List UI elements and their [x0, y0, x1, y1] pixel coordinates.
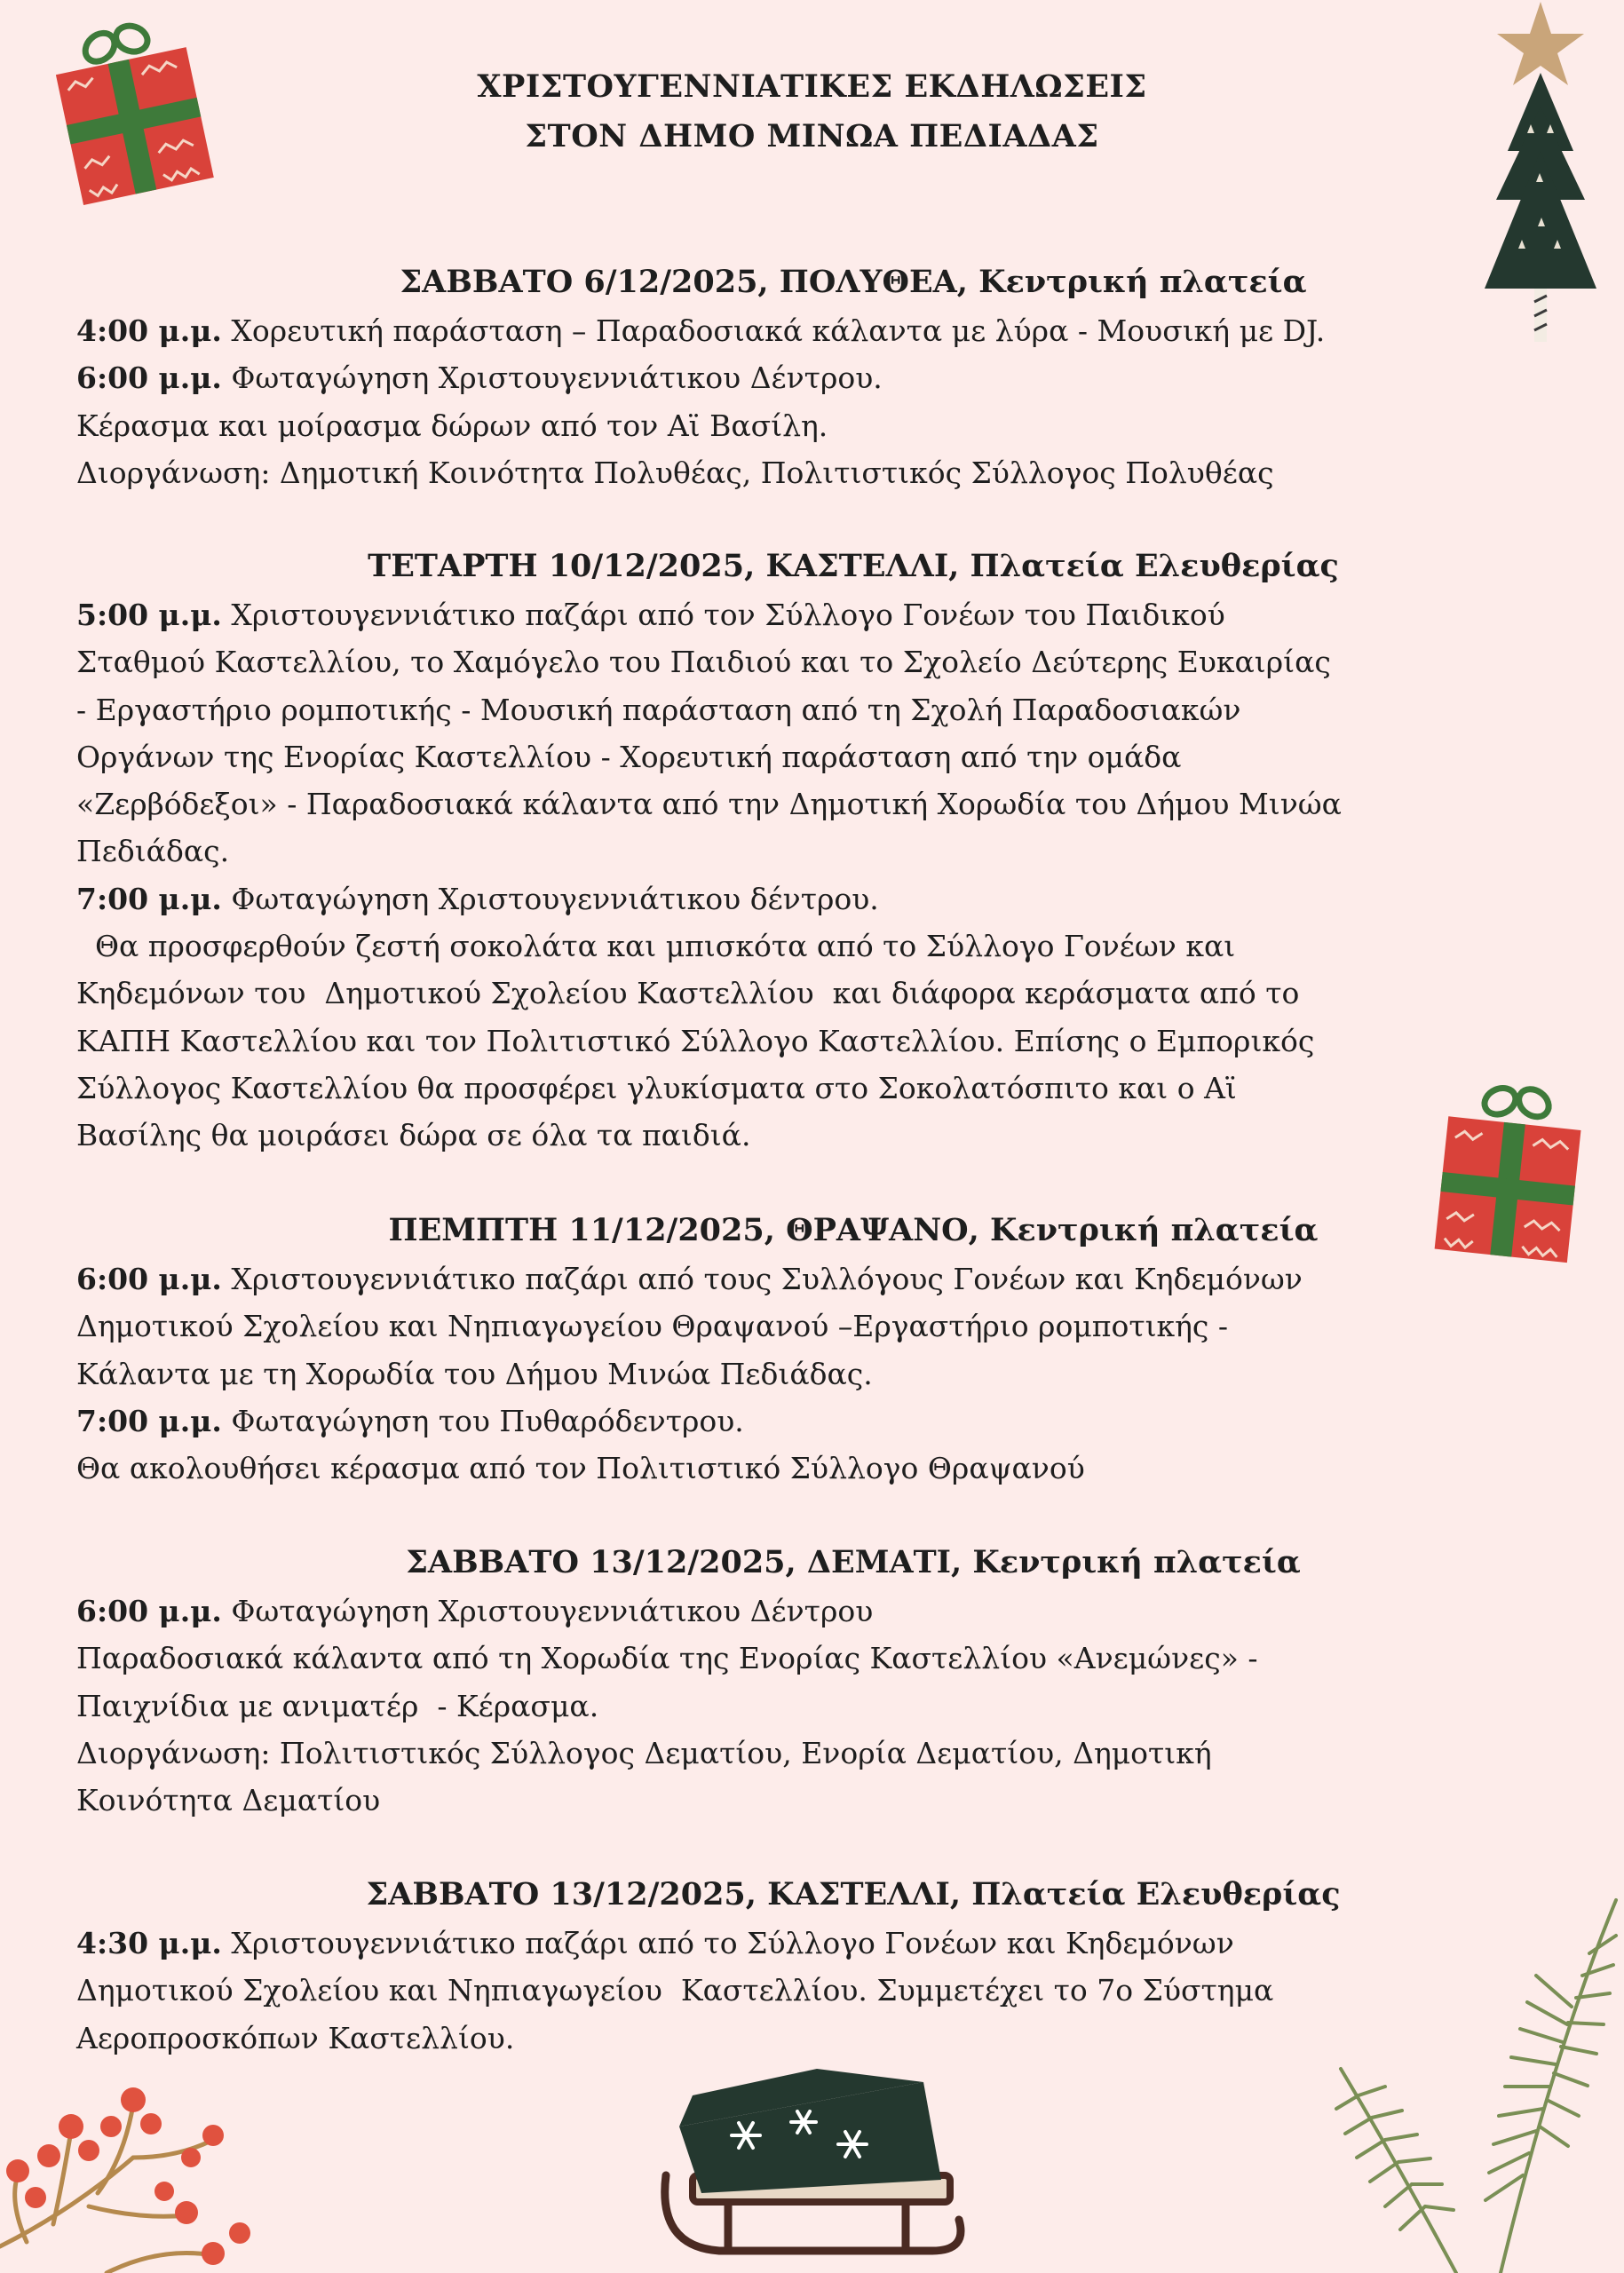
event-line [76, 686, 1568, 733]
christmas-tree-icon [1465, 0, 1616, 351]
event-text: Πεδιάδας. [76, 834, 230, 869]
event-text: Σύλλογος Καστελλίου θα προσφέρει γλυκίσματα στο Σοκολατόσπιτο και ο Αϊ [76, 1070, 1237, 1105]
event-text: Οργάνων της Ενορίας Καστελλίου - Χορευτική παράσταση από την ομάδα [76, 739, 1182, 774]
event-text: Χορευτική παράσταση – Παραδοσιακά κάλαντα με λύρα - Μουσική με DJ. [221, 313, 1326, 348]
event-text: Κάλαντα με τη Χορωδία του Δήμου Μινώα Πεδιάδας. [76, 1356, 873, 1391]
event-time: 4:30 μ.μ. [76, 1926, 222, 1960]
event-line [76, 1065, 1568, 1112]
event-text: Χριστουγεννιάτικο παζάρι από τους Συλλόγους Γονέων και Κηδεμόνων [221, 1262, 1303, 1296]
event-heading: ΣΑΒΒΑΤΟ 6/12/2025, ΠΟΛΥΘΕΑ, Κεντρική πλατεία [400, 264, 1307, 300]
event-line [76, 638, 1568, 685]
berry-branch-icon [0, 2051, 266, 2273]
event-section [76, 1538, 1568, 1824]
event-section [76, 542, 1568, 1160]
event-heading: ΠΕΜΠΤΗ 11/12/2025, ΘΡΑΨΑΝΟ, Κεντρική πλατεία [388, 1212, 1319, 1248]
event-text: Παιχνίδια με ανιματέρ - Κέρασμα. [76, 1688, 599, 1723]
page-title [0, 62, 1624, 162]
event-time: 6:00 μ.μ. [76, 1594, 222, 1628]
event-heading: ΣΑΒΒΑΤΟ 13/12/2025, ΔΕΜΑΤΙ, Κεντρική πλατεία [406, 1544, 1301, 1580]
event-line [76, 1398, 1568, 1445]
event-time: 6:00 μ.μ. [76, 1262, 222, 1296]
event-line [76, 1303, 1568, 1350]
event-text: Φωταγώγηση του Πυθαρόδεντρου. [221, 1403, 744, 1438]
event-line [76, 354, 1568, 401]
event-line [76, 1730, 1568, 1777]
event-time: 5:00 μ.μ. [76, 598, 222, 632]
event-text: Δημοτικού Σχολείου και Νηπιαγωγείου Καστελλίου. Συμμετέχει το 7ο Σύστημα [76, 1973, 1274, 2008]
event-line [76, 1445, 1568, 1492]
event-line [76, 1635, 1568, 1682]
event-line [76, 449, 1568, 496]
event-text: Χριστουγεννιάτικο παζάρι από τον Σύλλογο Γονέων του Παιδικού [221, 598, 1225, 632]
event-line [76, 402, 1568, 449]
event-line [76, 1777, 1568, 1824]
event-text: Αεροπροσκόπων Καστελλίου. [76, 2020, 515, 2055]
event-heading: ΣΑΒΒΑΤΟ 13/12/2025, ΚΑΣΤΕΛΛΙ, Πλατεία Ελευθερίας [366, 1876, 1341, 1913]
event-time: 4:00 μ.μ. [76, 313, 222, 348]
event-text: Παραδοσιακά κάλαντα από τη Χορωδία της Ενορίας Καστελλίου «Ανεμώνες» - [76, 1641, 1258, 1676]
event-heading: ΤΕΤΑΡΤΗ 10/12/2025, ΚΑΣΤΕΛΛΙ, Πλατεία Ελευθερίας [368, 548, 1339, 584]
event-line [76, 1112, 1568, 1159]
event-text: Διοργάνωση: Δημοτική Κοινότητα Πολυθέας, Πολιτιστικός Σύλλογος Πολυθέας [76, 455, 1274, 490]
event-text: Φωταγώγηση Χριστουγεννιάτικου Δέντρου [221, 1594, 874, 1628]
event-text: Βασίλης θα μοιράσει δώρα σε όλα τα παιδιά. [76, 1118, 751, 1153]
event-text: Χριστουγεννιάτικο παζάρι από το Σύλλογο Γονέων και Κηδεμόνων [221, 1926, 1234, 1960]
event-text: Θα προσφερθούν ζεστή σοκολάτα και μπισκότα από το Σύλλογο Γονέων και [76, 929, 1236, 964]
event-section [76, 1206, 1568, 1492]
event-text: Φωταγώγηση Χριστουγεννιάτικου δέντρου. [221, 881, 879, 916]
event-line [76, 307, 1568, 354]
event-text: Σταθμού Καστελλίου, το Χαμόγελο του Παιδιού και το Σχολείο Δεύτερης Ευκαιρίας [76, 645, 1331, 680]
event-line [76, 1255, 1568, 1303]
event-time: 7:00 μ.μ. [76, 881, 222, 916]
title-line-1: ΧΡΙΣΤΟΥΓΕΝΝΙΑΤΙΚΕΣ ΕΚΔΗΛΩΣΕΙΣ [477, 68, 1147, 105]
event-text: Θα ακολουθήσει κέρασμα από τον Πολιτιστικό Σύλλογο Θραψανού [76, 1451, 1085, 1486]
event-line [76, 828, 1568, 875]
gift-icon [43, 7, 220, 229]
event-text: - Εργαστήριο ρομποτικής - Μουσική παράσταση από τη Σχολή Παραδοσιακών [76, 692, 1241, 727]
event-text: Δημοτικού Σχολείου και Νηπιαγωγείου Θραψανού –Εργαστήριο ρομποτικής - [76, 1309, 1229, 1344]
event-line [76, 1018, 1568, 1065]
event-time: 7:00 μ.μ. [76, 1403, 222, 1438]
event-text: «Ζερβόδεξοι» - Παραδοσιακά κάλαντα από την Δημοτική Χορωδία του Δήμου Μινώα [76, 787, 1342, 822]
event-text: Διοργάνωση: Πολιτιστικός Σύλλογος Δεματίου, Ενορία Δεματίου, Δημοτική [76, 1735, 1212, 1770]
event-line [76, 733, 1568, 780]
event-text: Κέρασμα και μοίρασμα δώρων από τον Αϊ Βασίλη. [76, 408, 828, 443]
event-text: Κοινότητα Δεματίου [76, 1783, 381, 1818]
event-line [76, 875, 1568, 923]
event-time: 6:00 μ.μ. [76, 360, 222, 396]
sled-with-tree-icon [639, 2042, 994, 2273]
gift-icon [1421, 1074, 1598, 1279]
event-line [76, 1683, 1568, 1730]
pine-branch-icon [1323, 1891, 1624, 2273]
event-line [76, 970, 1568, 1017]
title-line-2: ΣΤΟΝ ΔΗΜΟ ΜΙΝΩΑ ΠΕΔΙΑΔΑΣ [525, 118, 1099, 154]
event-section [76, 257, 1568, 496]
event-line [76, 1588, 1568, 1635]
event-line [76, 591, 1568, 638]
event-line [76, 923, 1568, 970]
event-text: Φωταγώγηση Χριστουγεννιάτικου Δέντρου. [221, 360, 883, 396]
event-text: Κηδεμόνων του Δημοτικού Σχολείου Καστελλίου και διάφορα κεράσματα από το [76, 976, 1300, 1011]
event-text: ΚΑΠΗ Καστελλίου και τον Πολιτιστικό Σύλλογο Καστελλίου. Επίσης ο Εμπορικός [76, 1023, 1315, 1058]
event-line [76, 780, 1568, 828]
event-line [76, 1350, 1568, 1398]
